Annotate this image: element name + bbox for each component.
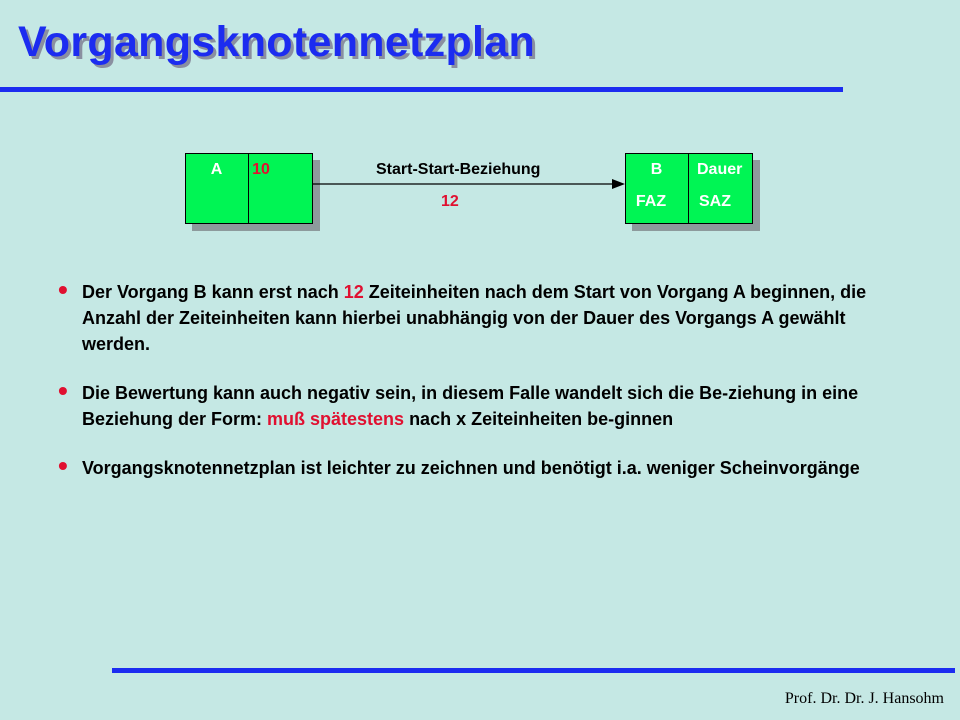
bullet-item <box>58 450 898 481</box>
bullet-dot-icon: • <box>58 450 68 481</box>
relation-label: Start-Start-Beziehung <box>376 161 541 178</box>
bullet-dot-icon: • <box>58 274 68 305</box>
slide-title: Vorgangsknotennetzplan <box>18 18 536 66</box>
footer-author: Prof. Dr. Dr. J. Hansohm <box>784 690 944 707</box>
node-a <box>185 153 313 224</box>
node-b-faz: FAZ <box>635 193 667 210</box>
bullet-item <box>58 375 898 432</box>
bullet-text: Der Vorgang B kann erst nach <box>82 282 344 302</box>
bullet-list <box>58 274 898 504</box>
bullet-highlight: 12 <box>343 282 364 302</box>
bullet-item <box>58 274 898 357</box>
bullet-text: Zeiteinheiten nach dem Start von Vorgang A beginnen, die Anzahl der Zeiteinheiten kann hierbei unabhängig von der Dauer des Vorgangs A gewählt werden. <box>82 282 867 354</box>
bullet-text: Vorgangsknotennetzplan ist leichter zu zeichnen und benötigt i.a. weniger Scheinvorgänge <box>82 458 860 478</box>
node-b <box>625 153 753 224</box>
title-underline <box>0 87 843 92</box>
bullet-highlight: muß spätestens <box>267 409 405 429</box>
node-b-duration: Dauer <box>697 161 743 178</box>
relation-arrow-head <box>612 179 625 189</box>
bullet-text: nach x Zeiteinheiten be-ginnen <box>404 409 674 429</box>
node-a-duration: 10 <box>252 161 270 178</box>
bullet-dot-icon: • <box>58 375 68 406</box>
node-a-name: A <box>210 161 223 178</box>
node-b-name: B <box>650 161 663 178</box>
footer-rule <box>112 668 955 673</box>
node-b-saz: SAZ <box>699 193 731 210</box>
bullet-text: Die Bewertung kann auch negativ sein, in diesem Falle wandelt sich die Be-ziehung in eine Beziehung der Form: <box>82 383 859 429</box>
relation-value: 12 <box>441 193 459 210</box>
